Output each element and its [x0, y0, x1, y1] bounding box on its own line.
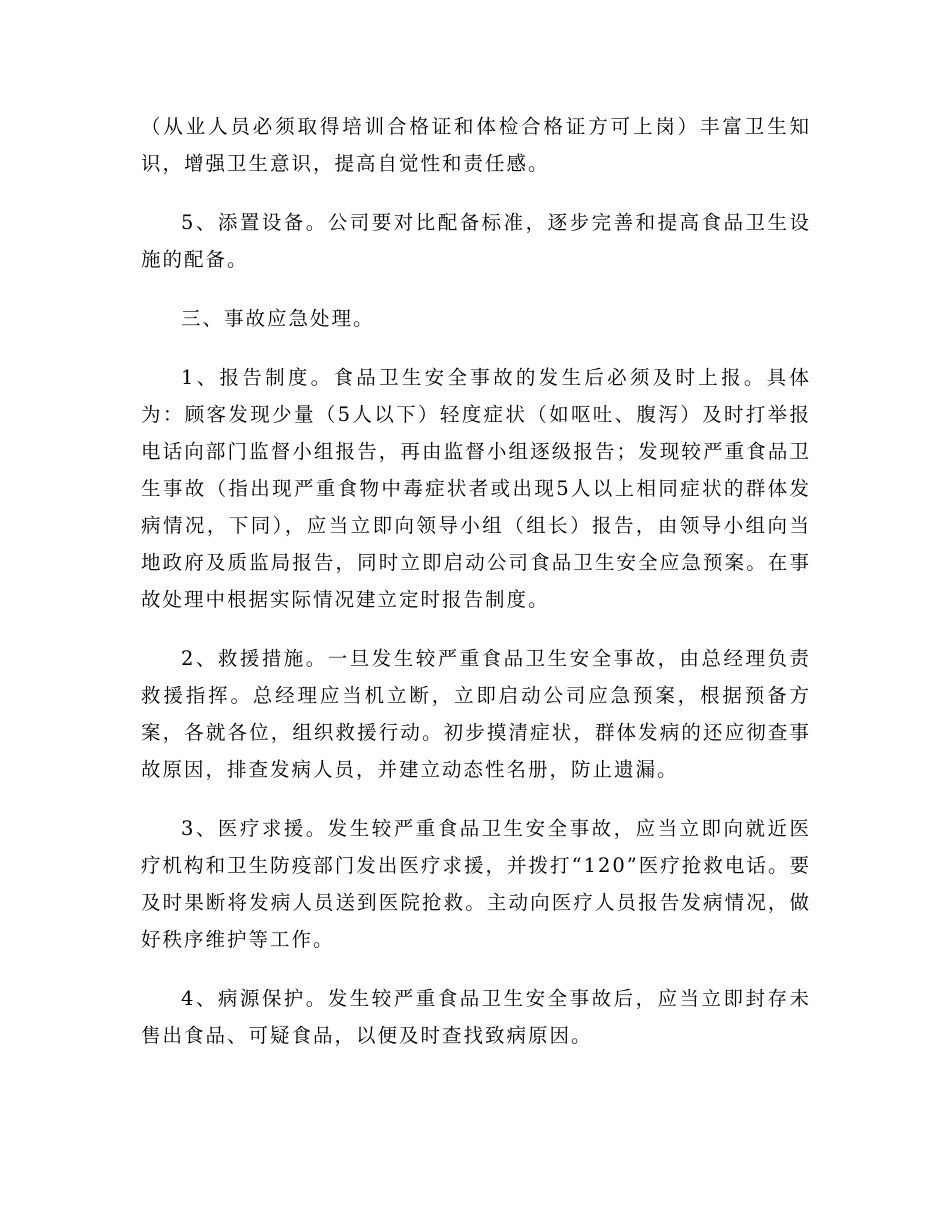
paragraph-reporting-system: 1、报告制度。食品卫生安全事故的发生后必须及时上报。具体为：顾客发现少量（5人以下）轻度症状（如呕吐、腹泻）及时打举报电话向部门监督小组报告，再由监督小组逐级报告；发现较严重食品卫生事故（指出现严重食物中毒症状者或出现5人以上相同症状的群体发病情况，下同），应当立即向领导小组（组长）报告，由领导小组向当地政府及质监局报告，同时立即启动公司食品卫生安全应急预案。在事故处理中根据实际情况建立定时报告制度。	[141, 366, 811, 611]
paragraph-training-requirement: （从业人员必须取得培训合格证和体检合格证方可上岗）丰富卫生知识，增强卫生意识，提高自觉性和责任感。	[141, 115, 811, 175]
document-body	[141, 108, 811, 1076]
paragraph-source-protection: 4、病源保护。发生较严重食品卫生安全事故后，应当立即封存未售出食品、可疑食品，以便及时查找致病原因。	[141, 987, 811, 1047]
section-heading-emergency-handling: 三、事故应急处理。	[180, 307, 375, 330]
paragraph-medical-assistance: 3、医疗求援。发生较严重食品卫生安全事故，应当立即向就近医疗机构和卫生防疫部门发出医疗求援，并拨打“120”医疗抢救电话。要及时果断将发病人员送到医院抢救。主动向医疗人员报告发病情况，做好秩序维护等工作。	[141, 817, 811, 951]
paragraph-rescue-measures: 2、救援措施。一旦发生较严重食品卫生安全事故，由总经理负责救援指挥。总经理应当机立断，立即启动公司应急预案，根据预备方案，各就各位，组织救援行动。初步摸清症状，群体发病的还应彻查事故原因，排查发病人员，并建立动态性名册，防止遗漏。	[141, 647, 811, 781]
paragraph-add-equipment: 5、添置设备。公司要对比配备标准，逐步完善和提高食品卫生设施的配备。	[141, 211, 811, 271]
